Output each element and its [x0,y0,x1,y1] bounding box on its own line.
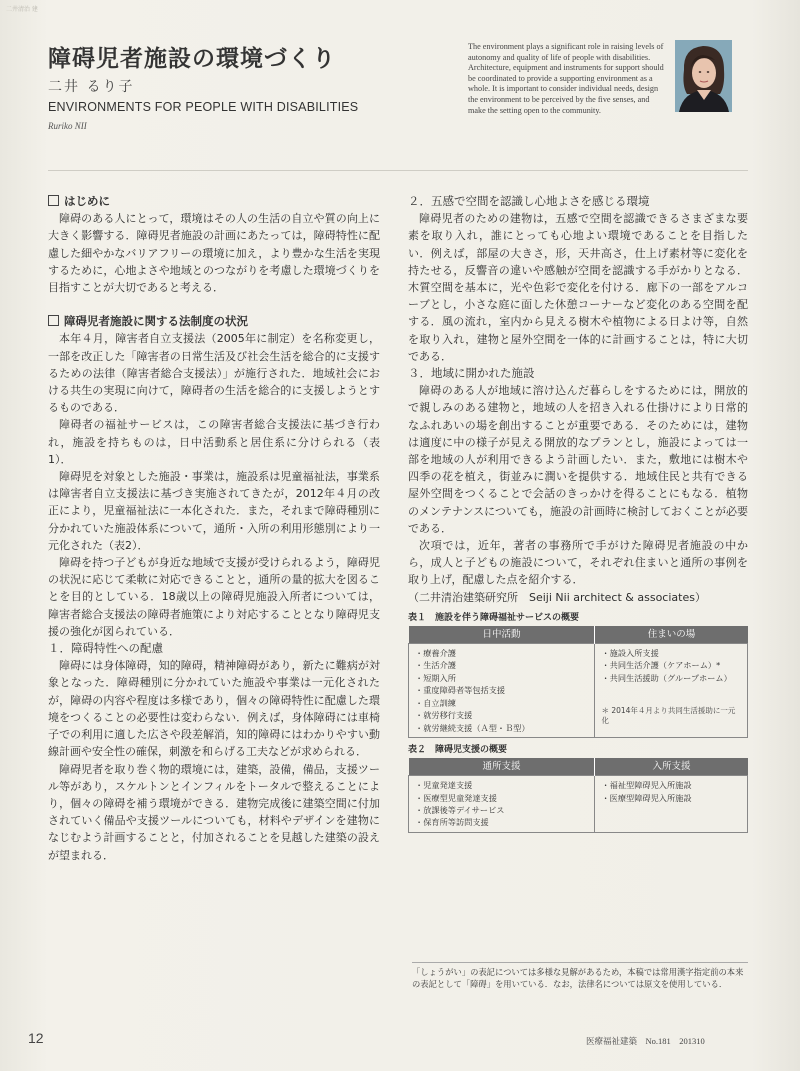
table1-header-daytime: 日中活動 [409,626,595,644]
author-name-jp: 二井 るり子 [48,79,135,95]
left-column [48,193,380,864]
paragraph: 障碍児者のための建物は，五感で空間を認識できるさまざまな要素を取り入れ，誰にとっても心地よい環境であることを目指したい．例えば，部屋の大きさ，形，天井高さ，仕上げ素材等に変化を持たせる，反響音の違いや感触が空間を認識する手がかりとなる．木質空間を基本に，光や色彩で変化を付ける．廊下の一部をアルコーブとし，小さな庭に面した休憩コーナーなど変化のある空間を配する．風の流れ，室内から見える樹木や植物による日よけ等，自然を取り入れ，建物と屋外空間を一体的に計画することは，特に大切である． [408,212,748,363]
section-heading-text: 障碍児者施設に関する法制度の状況 [64,314,248,329]
table2-caption: 表２ 障碍児支援の概要 [408,744,508,755]
list-item: ・生活介護 [415,660,456,671]
subsection-heading-2: ２．五感で空間を認識し心地よさを感じる環境 [408,194,650,208]
list-item: ・医療型障碍児入所施設 [601,792,692,803]
list-item: ・施設入所支援 [601,648,659,659]
section-heading-text: はじめに [64,194,110,208]
table1 [408,626,748,738]
paragraph: 次項では，近年，著者の事務所で手がけた障碍児者施設の中から，成人と子どもの施設について，それぞれ住まいと通所の事例を取り上げ，配慮した点を紹介する． [408,539,748,587]
paragraph: 障碍者の福祉サービスは，この障害者総合支援法に基づき行われ，施設を持ちものは，日中活動系と居住系に分けられる（表1）． [48,418,380,466]
paragraph: 障碍には身体障碍，知的障碍，精神障碍があり，新たに難病が対象となった．障碍種別に分かれていた施設や事業は一元化されたが，障碍の内容や程度は多様であり，個々の障碍特性に配慮した環境をつくることの必要性は変わらない．例えば，身体障碍には車椅子での利用に適した広さや段差解消，知的障碍にはわかりやすい動線計画や安全性の確保，刺激を和らげる工夫などが求められる． [48,659,380,759]
table2 [408,758,748,833]
table1-header-residence: 住まいの場 [595,626,748,644]
table1-note: ＊ 2014年４月より共同生活援助に一元化 [601,706,736,726]
article-title: 障碍児者施設の環境づくり [48,46,336,72]
table2-header-day: 通所支援 [409,758,595,776]
paragraph: 障碍児者を取り巻く物的環境には，建築，設備，備品，支援ツール等があり，スケルトンとインフィルをトータルで整えることにより，個々の障碍を補う環境ができる．建物完成後に建築空間に付加されていく備品や支援ツールについても，材料やデザインを建物になじむよう計画することと，付加されることを見越した建築の設えが望まれる． [48,762,380,862]
list-item: ・共同生活援助（グループホーム） [601,672,732,683]
author-credit: （二井清治建築研究所 Seiji Nii architect & associates） [408,590,706,604]
table2-header-residential: 入所支援 [595,758,748,776]
page-number: 12 [28,1030,44,1046]
checkbox-square-icon [48,315,59,326]
header-divider [48,170,748,171]
list-item: ・療養介護 [415,648,456,659]
author-photo [675,40,732,112]
table1-right-cell [595,644,748,738]
list-item: ・就労継続支援（Ａ型・Ｂ型） [415,722,530,733]
paragraph: 障碍のある人が地域に溶け込んだ暮らしをするためには，開放的で親しみのある建物と，地域の人を招き入れる仕掛けにより日常的なふれあいの場を創出することが重要である．そのためには，建物は適度に中の様子が見える開放的なプランとし，施設によっては一部を地域の人が利用できるよう計画したい．また，敷地には樹木や四季の花を植え，街並みに潤いを提供する．地域住民と共有できる屋外空間をつくることで会話のきっかけを得ることにもなる．植物のメンテナンスについても，施設の計画時に検討しておくことが必要である． [408,384,748,535]
list-item: ・児童発達支援 [415,780,473,791]
right-column [408,193,748,833]
paragraph: 障碍を持つ子どもが身近な地域で支援が受けられるよう，障碍児の状況に応じて柔軟に対応できることと，通所の量的拡大を図ることを目的としている．18歳以上の障碍児施設入所者については，障害者総合支援法の障碍者施策により対応することとなり障碍児支援の強化が図られている． [48,556,380,638]
author-name-en: Ruriko NII [48,121,87,131]
corner-mark: 二井清治 建 [6,6,38,13]
checkbox-square-icon [48,195,59,206]
footnote: 「しょうがい」の表記については多様な見解があるため，本稿では常用漢字指定前の本来の表記として「障碍」を用いている．なお，法律名については原文を使用している． [412,962,748,990]
list-item: ・福祉型障碍児入所施設 [601,780,692,791]
table2-right-cell [595,776,748,833]
list-item: ・重度障碍者等包括支援 [415,685,506,696]
list-item: ・自立訓練 [415,697,456,708]
list-item: ・保育所等訪問支援 [415,817,489,828]
table2-left-cell [409,776,595,833]
list-item: ・就労移行支援 [415,710,473,721]
list-item: ・医療型児童発達支援 [415,792,497,803]
list-item: ・短期入所 [415,672,456,683]
table1-left-cell [409,644,595,738]
abstract-text: The environment plays a significant role in raising levels of autonomy and quality of life of people with disabilities. Architecture, equipment and instruments for support should be coordinated to provide a supporting environment as a whole. It is important to consider individual needs, design the environment to be perceived by the five senses, and make the setting open to the community. [468,42,664,115]
running-footer: 医療福祉建築 No.181 201310 [586,1036,705,1046]
subsection-heading-3: ３．地域に開かれた施設 [408,366,535,381]
list-item: ・放課後等デイサービス [415,804,505,815]
portrait-image [675,40,732,112]
abstract [468,42,668,116]
list-item: ・共同生活介護（ケアホーム）* [601,660,721,671]
section-heading-intro [48,193,380,210]
paragraph: 障碍のある人にとって，環境はその人の生活の自立や質の向上に大きく影響する．障碍児者施設の計画にあたっては，障碍特性に配慮した細やかなバリアフリーの環境に加え，より豊かな生活を実現するために，心地よさや地域とのつながりを考慮した環境づくりを目指すことが大切であると考える． [48,212,380,295]
paragraph: 障碍児を対象とした施設・事業は，施設系は児童福祉法，事業系は障害者自立支援法に基づき実施されてきたが，2012年４月の改正により，児童福祉法に一本化された．また，それまで障碍種別に分かれていた施設体系について，通所・入所の利用形態別により一元化された（表2）． [48,470,380,552]
table1-caption: 表１ 施設を伴う障碍福祉サービスの概要 [408,612,580,623]
subsection-heading-1: １．障碍特性への配慮 [48,641,163,656]
article-title-en: ENVIRONMENTS FOR PEOPLE WITH DISABILITIES [48,100,359,114]
section-heading-law [48,313,380,330]
paragraph: 本年４月，障害者自立支援法（2005年に制定）を名称変更し，一部を改正した「障害者の日常生活及び社会生活を総合的に支援するための法律（障害者総合支援法）」が施行された．地域社会における共生の実現に向けて，障碍者の生活を総合的に支援しようとするものである． [48,332,380,415]
